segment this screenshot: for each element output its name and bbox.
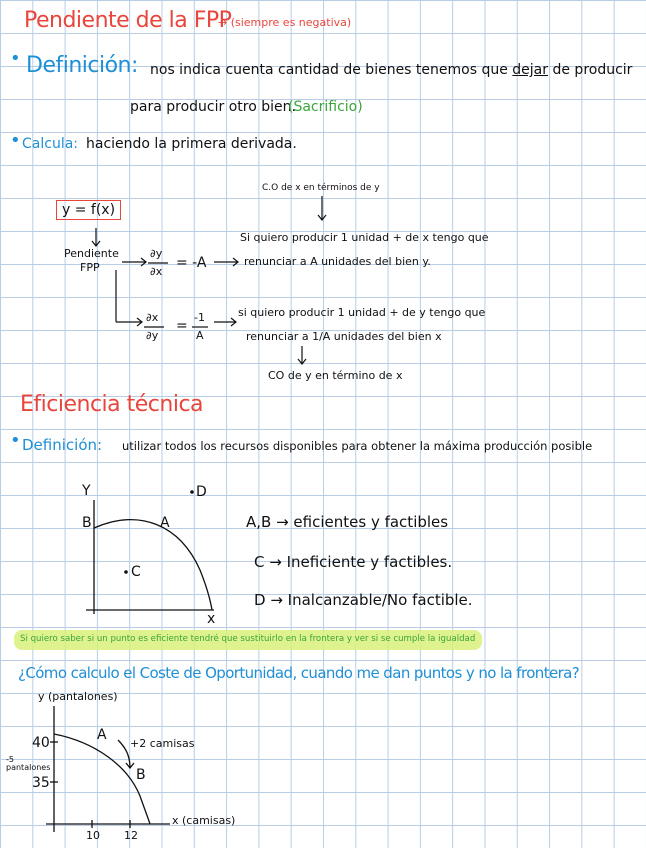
deriv2-line1: si quiero producir 1 unidad + de y tengo que <box>238 306 486 319</box>
graph-point-b: B <box>82 515 92 531</box>
function-box: y = f(x) <box>56 200 121 220</box>
slope-title-note: → (siempre es negativa) <box>218 16 352 29</box>
deriv1-line1: Si quiero producir 1 unidad + de x tengo que <box>240 231 489 244</box>
op-tick-10: 10 <box>86 829 100 842</box>
deriv1-value: = -A <box>176 255 207 271</box>
legend-item-1: A,B → eficientes y factibles <box>246 513 449 531</box>
op-arrow-note: +2 camisas <box>130 737 195 750</box>
legend-item-3: D → Inalcanzable/No factible. <box>254 591 473 609</box>
bullet-dot: • <box>10 430 21 451</box>
bottom-note: CO de y en término de x <box>268 369 403 382</box>
deriv2-frac-den: A <box>196 329 204 342</box>
efficiency-definition-text: utilizar todos los recursos disponibles para obtener la máxima producción posible <box>122 439 593 453</box>
slope-label-2: FPP <box>80 261 100 274</box>
efficiency-title: Eficiencia técnica <box>20 392 204 417</box>
deriv2-num: ∂x <box>146 311 159 324</box>
definition-underlined-word: dejar <box>512 62 549 78</box>
op-point-b: B <box>136 767 146 783</box>
op-axis-x: x (camisas) <box>172 814 236 827</box>
definition-label: Definición: <box>26 53 138 78</box>
op-tick-35: 35 <box>32 775 50 791</box>
deriv2-frac-num: -1 <box>194 311 205 324</box>
definition-note: (Sacrificio) <box>288 99 363 115</box>
deriv1-num: ∂y <box>150 247 163 260</box>
definition-text-line2: para producir otro bien. <box>130 99 296 115</box>
op-axis-y: y (pantalones) <box>38 690 118 703</box>
op-tick-40: 40 <box>32 735 50 751</box>
deriv2-den: ∂y <box>146 329 159 342</box>
calc-text: haciendo la primera derivada. <box>86 136 297 152</box>
deriv1-line2: renunciar a A unidades del bien y. <box>244 255 431 268</box>
op-point-a: A <box>97 727 107 743</box>
efficiency-definition-label: Definición: <box>22 436 103 454</box>
graph-axis-x: x <box>207 611 216 627</box>
graph-point-c: C <box>131 564 141 580</box>
slope-label-1: Pendiente <box>64 247 119 260</box>
bullet-dot: • <box>10 48 21 69</box>
top-note: C.O de x en términos de y <box>262 183 380 193</box>
graph-point-a: A <box>160 515 170 531</box>
deriv2-line2: renunciar a 1/A unidades del bien x <box>246 330 442 343</box>
legend-item-2: C → Ineficiente y factibles. <box>254 553 453 571</box>
bullet-dot: • <box>10 130 21 151</box>
deriv1-den: ∂x <box>150 265 163 278</box>
op-side-note: -5 pantalones <box>6 755 51 772</box>
op-tick-12: 12 <box>124 829 138 842</box>
graph-axis-y: Y <box>82 483 91 499</box>
calc-label: Calcula: <box>22 136 78 152</box>
highlight-note: Si quiero saber si un punto es eficiente tendré que sustituirlo en la frontera y ver si se cumple la igualdad <box>20 634 476 644</box>
slope-title: Pendiente de la FPP <box>24 8 232 33</box>
op-arrow <box>118 740 130 768</box>
opportunity-question: ¿Cómo calculo el Coste de Oportunidad, cuando me dan puntos y no la frontera? <box>18 664 580 682</box>
definition-text-end: de producir <box>548 62 633 78</box>
deriv2-eq: = <box>176 318 188 334</box>
definition-text-start: nos indica cuenta cantidad de bienes tenemos que <box>150 62 513 78</box>
graph-point-d: D <box>196 484 207 500</box>
